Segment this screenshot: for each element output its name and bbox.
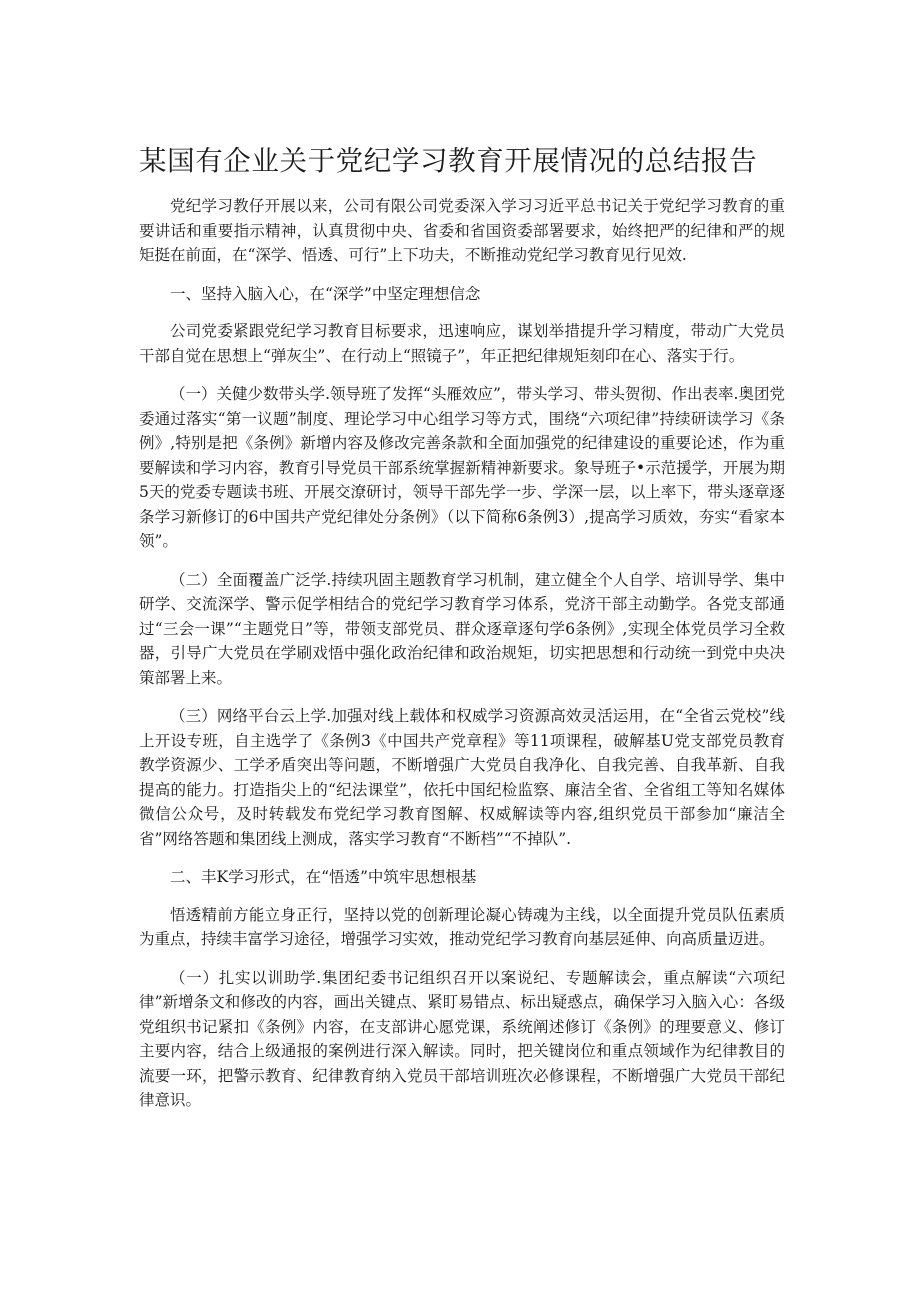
body-paragraph: （二）全面覆盖广泛学.持续巩固主题教育学习机制，建立健全个人自学、培训导学、集中研学、交流深学、警示促学相结合的党纪学习教育学习体系，党济干部主动勤学。各党支部通过“三会一课”“主题党日”等，带领支部党员、群众逐章逐句学6条例》,实现全体党员学习全救器，引导广大党员在学刷戏悟中强化政治纪律和政治规矩，切实把思想和行动统一到党中央决策部署上来。 (139, 570, 785, 687)
body-paragraph: （三）网络平台云上学.加强对线上载体和权威学习资源高效灵活运用，在“全省云党校”线上开设专班，自主选学了《条例3《中国共产党章程》等11项课程，破解基U党支部党员教育教学资源少、工学矛盾突出等问题，不断增强广大党员自我净化、自我完善、自我革新、自我提高的能力。打造指尖上的“纪法课堂”，依托中国纪检监察、廉洁全省、全省组工等知名媒体微信公众号，及时转载发布党纪学习教育图解、权威解读等内容,组织党员干部参加“廉洁全省”网络答题和集团线上测成，落实学习教育“不断档”“不掉队”. (139, 707, 785, 848)
document-title: 某国有企业关于党纪学习教育开展情况的总结报告 (139, 145, 758, 177)
body-paragraph: （一）扎实以训助学.集团纪委书记组织召开以案说纪、专题解读会，重点解读“六项纪律”新增条文和修改的内容，画出关键点、紧盯易错点、标出疑惑点，确保学习入脑入心：各级党组织书记紧扣《条例》内容，在支部讲心愿党课，系统阐述修订《条例》的理要意义、修订主要内容，结合上级通报的案例进行深入解读。同时，把关键岗位和重点领域作为纪律教目的流要一环，把警示教育、纪律教育纳入党员干部培训班次必修课程，不断增强广大党员干部纪律意识。 (139, 968, 785, 1109)
body-paragraph: 悟透精前方能立身正行，坚持以党的创新理论凝心铸魂为主线，以全面提升党员队伍素质为重点，持续丰富学习途径，增强学习实效，推动党纪学习教育向基层延伸、向高质量迈进。 (139, 905, 785, 948)
body-paragraph: （一）关健少数带头学.领导班了发挥“头雁效应”，带头学习、带头贺彻、作出表率.奥团党委通过落实“第一议题”制度、理论学习中心组学习等方式，围绕“六项纪律”持续研读学习《条例》,特别是把《条例》新增内容及修改完善条款和全面加强党的纪律建设的重要论述，作为重要解读和学习内容，教育引导党员干部系统掌握新精神新要求。象导班子•示范援学，开展为期5天的党委专题读书班、开展交潦研讨，领导干部先学一步、学深一层，以上率下，带头逐章逐条学习新修订的6中国共产党纪律处分条例》（以下简称6条例3）,提高学习质效，夯实“看家本领”。 (139, 385, 785, 550)
section-heading-2: 二、丰K学习形式，在“悟透”中筑牢思想根基 (170, 868, 477, 886)
section-heading-1: 一、坚持入脑入心，在“深学”中坚定理想信念 (170, 284, 481, 303)
body-paragraph: 公司党委紧跟党纪学习教育目标要求，迅速响应，谋划举措提升学习精度，带动广大党员干部自觉在思想上“弹灰尘”、在行动上“照镜子”，年正把纪律规矩刻印在心、落实于行。 (139, 322, 785, 365)
document-body (139, 194, 785, 1127)
intro-paragraph: 党纪学习教仔开展以来，公司有限公司党委深入学习习近平总书记关于党纪学习教育的重要讲话和重要指示精神，认真贯彻中央、省委和省国资委部署要求，始终把严的纪律和严的规矩挺在前面，在“深学、悟透、可行”上下功夫，不断推动党纪学习教育见行见效. (139, 197, 785, 264)
